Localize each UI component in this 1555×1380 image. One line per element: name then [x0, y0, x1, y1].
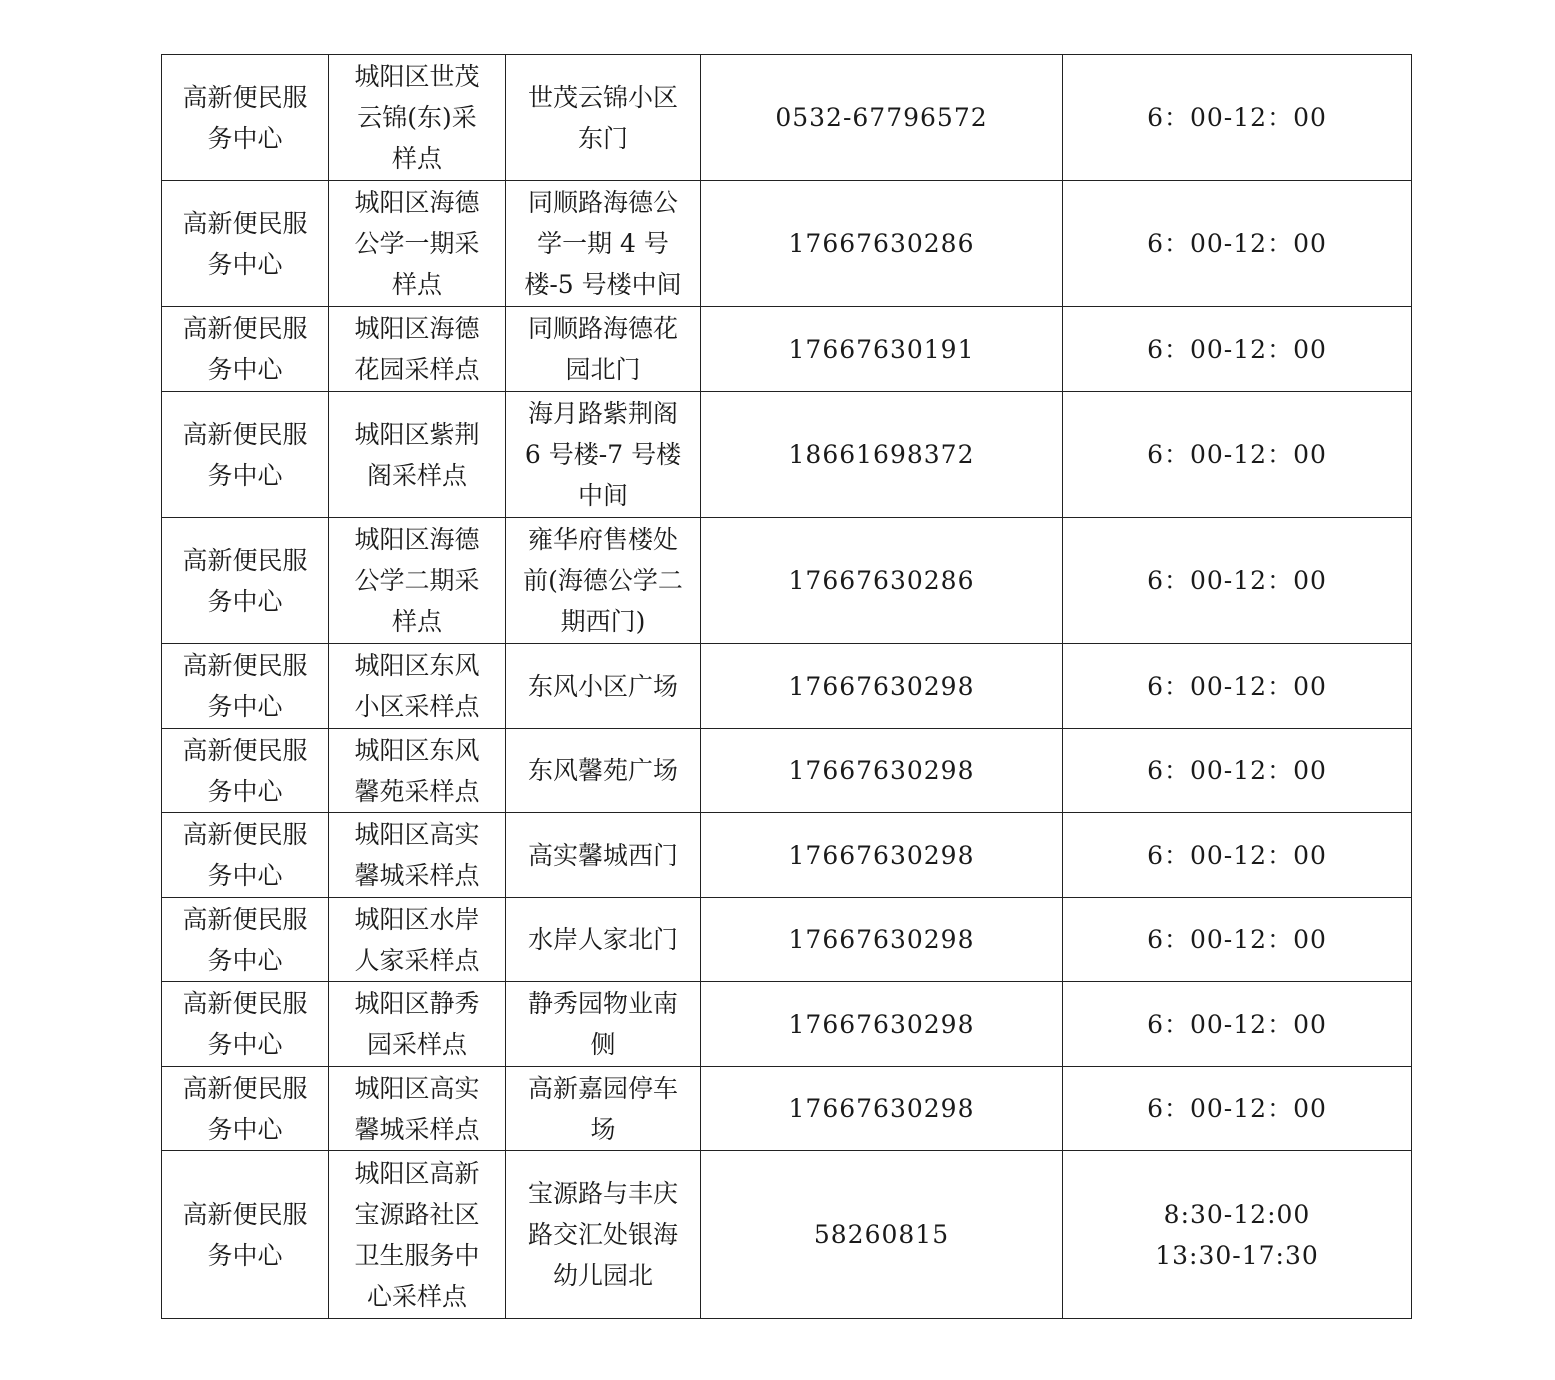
- location-cell: 东风馨苑广场: [506, 729, 701, 813]
- service-center-cell: 高新便民服务中心: [162, 813, 329, 898]
- hours-cell: [1063, 898, 1412, 982]
- table-row: [162, 392, 1412, 518]
- location-cell: 雍华府售楼处前(海德公学二期西门): [506, 518, 701, 644]
- sampling-site-cell: 城阳区东风小区采样点: [329, 644, 506, 729]
- sampling-site-cell: 城阳区高实馨城采样点: [329, 813, 506, 898]
- hours-cell: [1063, 181, 1412, 307]
- phone-cell: 17667630298: [701, 644, 1063, 729]
- table-row: [162, 982, 1412, 1067]
- service-center-cell: 高新便民服务中心: [162, 898, 329, 982]
- hours-line: 6：00-12：00: [1147, 671, 1327, 701]
- sampling-site-cell: 城阳区海德公学一期采样点: [329, 181, 506, 307]
- table-row: [162, 307, 1412, 392]
- location-cell: 同顺路海德公学一期 4 号楼-5 号楼中间: [506, 181, 701, 307]
- table-row: [162, 644, 1412, 729]
- sampling-site-cell: 城阳区海德公学二期采样点: [329, 518, 506, 644]
- phone-cell: 17667630298: [701, 898, 1063, 982]
- phone-cell: 17667630298: [701, 813, 1063, 898]
- hours-cell: [1063, 1151, 1412, 1319]
- table-row: [162, 898, 1412, 982]
- sampling-site-cell: 城阳区水岸人家采样点: [329, 898, 506, 982]
- location-cell: 静秀园物业南侧: [506, 982, 701, 1067]
- service-center-cell: 高新便民服务中心: [162, 392, 329, 518]
- sampling-site-cell: 城阳区高实馨城采样点: [329, 1067, 506, 1151]
- service-center-cell: 高新便民服务中心: [162, 307, 329, 392]
- location-cell: 高实馨城西门: [506, 813, 701, 898]
- hours-cell: [1063, 392, 1412, 518]
- location-cell: 东风小区广场: [506, 644, 701, 729]
- sampling-site-cell: 城阳区高新宝源路社区卫生服务中心采样点: [329, 1151, 506, 1319]
- service-center-cell: 高新便民服务中心: [162, 181, 329, 307]
- service-center-cell: 高新便民服务中心: [162, 729, 329, 813]
- phone-cell: 17667630298: [701, 729, 1063, 813]
- hours-line: 6：00-12：00: [1147, 334, 1327, 364]
- hours-line: 6：00-12：00: [1147, 103, 1327, 132]
- sampling-site-cell: 城阳区海德花园采样点: [329, 307, 506, 392]
- hours-line: 6：00-12：00: [1147, 840, 1327, 870]
- sampling-sites-table: [161, 54, 1412, 1319]
- service-center-cell: 高新便民服务中心: [162, 1067, 329, 1151]
- phone-cell: 17667630286: [701, 518, 1063, 644]
- table-body: [162, 55, 1412, 1319]
- hours-line: 6：00-12：00: [1147, 566, 1327, 595]
- phone-cell: 17667630286: [701, 181, 1063, 307]
- location-cell: 世茂云锦小区东门: [506, 55, 701, 181]
- hours-line: 6：00-12：00: [1147, 1094, 1327, 1123]
- phone-cell: 17667630191: [701, 307, 1063, 392]
- location-cell: 同顺路海德花园北门: [506, 307, 701, 392]
- service-center-cell: 高新便民服务中心: [162, 644, 329, 729]
- phone-cell: 17667630298: [701, 982, 1063, 1067]
- phone-cell: 18661698372: [701, 392, 1063, 518]
- service-center-cell: 高新便民服务中心: [162, 55, 329, 181]
- phone-cell: 17667630298: [701, 1067, 1063, 1151]
- hours-line: 6：00-12：00: [1147, 925, 1327, 954]
- table-row: [162, 729, 1412, 813]
- table-row: [162, 1067, 1412, 1151]
- hours-line: 6：00-12：00: [1147, 440, 1327, 469]
- hours-cell: [1063, 307, 1412, 392]
- service-center-cell: 高新便民服务中心: [162, 1151, 329, 1319]
- service-center-cell: 高新便民服务中心: [162, 518, 329, 644]
- sampling-site-cell: 城阳区静秀园采样点: [329, 982, 506, 1067]
- hours-line: 8:30-12:00: [1163, 1199, 1311, 1229]
- location-cell: 水岸人家北门: [506, 898, 701, 982]
- hours-line: 13:30-17:30: [1155, 1240, 1319, 1270]
- hours-cell: [1063, 982, 1412, 1067]
- table-row: [162, 518, 1412, 644]
- sampling-site-cell: 城阳区东风馨苑采样点: [329, 729, 506, 813]
- location-cell: 宝源路与丰庆路交汇处银海幼儿园北: [506, 1151, 701, 1319]
- location-cell: 高新嘉园停车场: [506, 1067, 701, 1151]
- hours-line: 6：00-12：00: [1147, 229, 1327, 258]
- table-row: [162, 1151, 1412, 1319]
- hours-cell: [1063, 55, 1412, 181]
- hours-line: 6：00-12：00: [1147, 756, 1327, 785]
- table-row: [162, 813, 1412, 898]
- hours-cell: [1063, 644, 1412, 729]
- table-row: [162, 55, 1412, 181]
- hours-line: 6：00-12：00: [1147, 1009, 1327, 1039]
- service-center-cell: 高新便民服务中心: [162, 982, 329, 1067]
- hours-cell: [1063, 1067, 1412, 1151]
- location-cell: 海月路紫荆阁 6 号楼-7 号楼中间: [506, 392, 701, 518]
- hours-cell: [1063, 518, 1412, 644]
- phone-cell: 0532-67796572: [701, 55, 1063, 181]
- hours-cell: [1063, 729, 1412, 813]
- table-row: [162, 181, 1412, 307]
- phone-cell: 58260815: [701, 1151, 1063, 1319]
- sampling-site-cell: 城阳区紫荆阁采样点: [329, 392, 506, 518]
- hours-cell: [1063, 813, 1412, 898]
- sampling-site-cell: 城阳区世茂云锦(东)采样点: [329, 55, 506, 181]
